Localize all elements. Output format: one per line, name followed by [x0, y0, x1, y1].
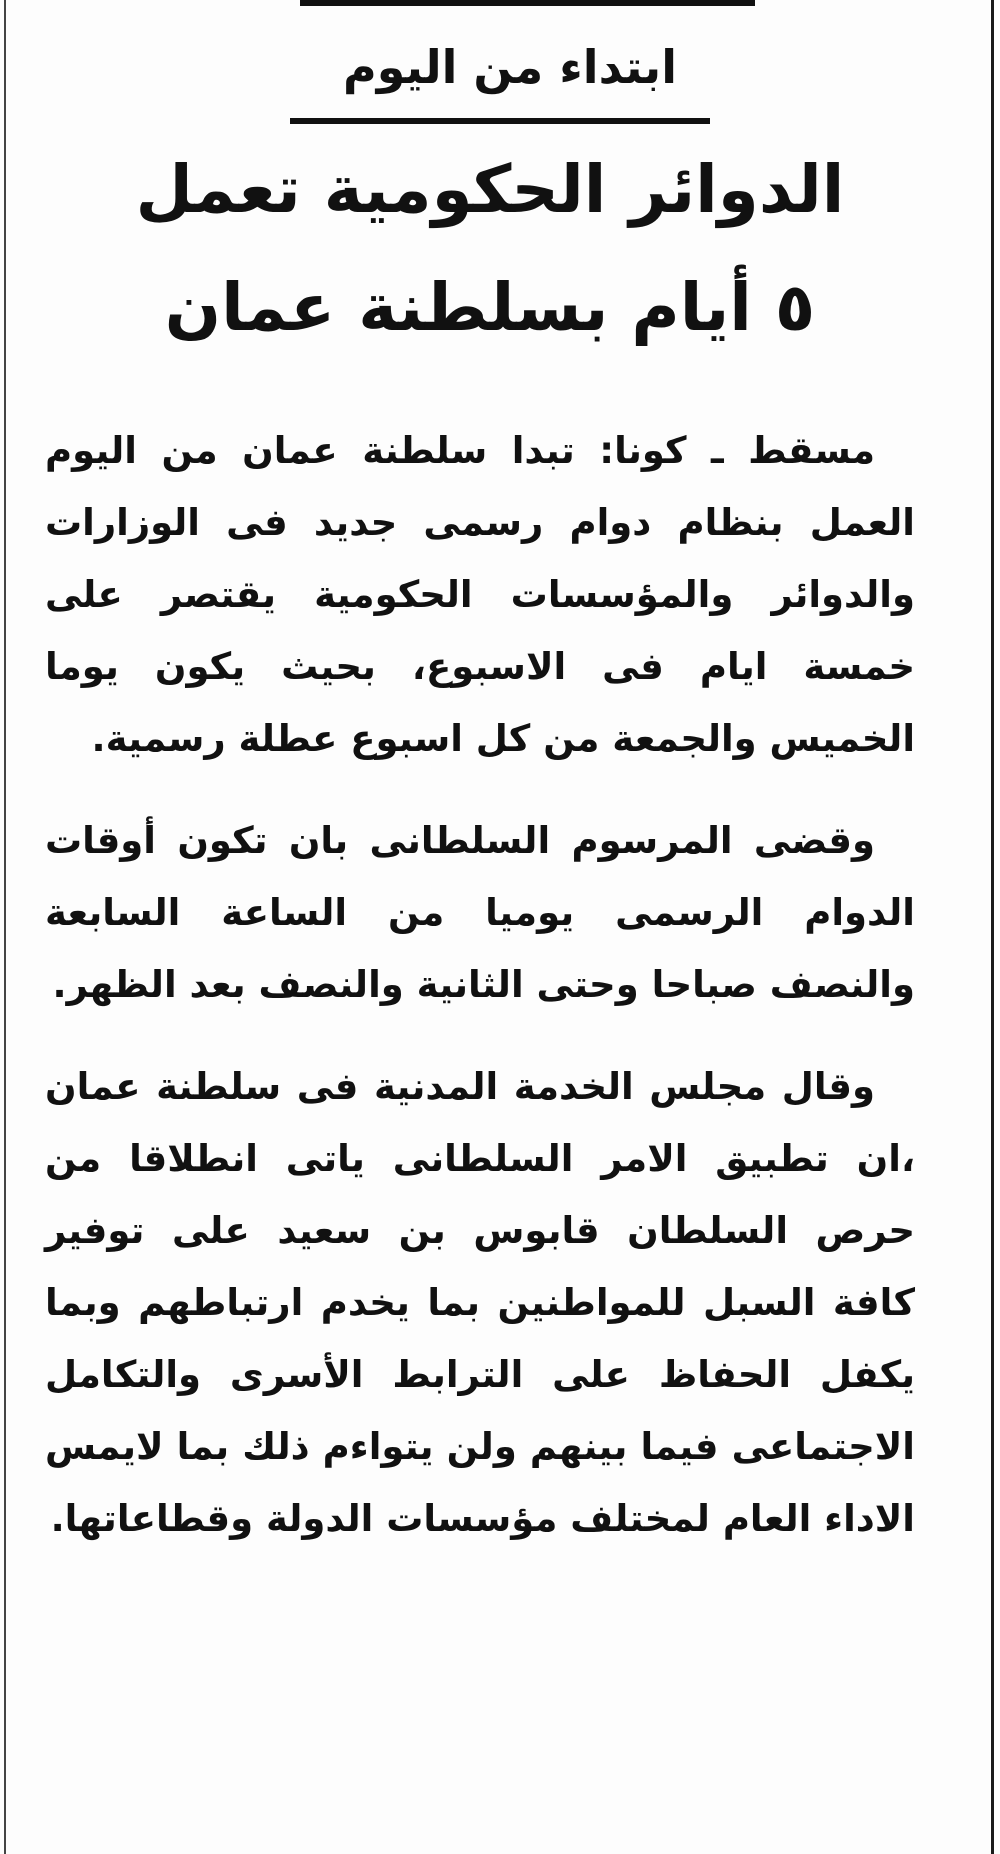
article-body — [45, 415, 915, 1585]
kicker-underline — [290, 118, 710, 124]
headline-line-1: الدوائر الحكومية تعمل — [135, 151, 845, 228]
kicker-text: ابتداء من اليوم — [343, 40, 677, 94]
article-paragraph-1: مسقط ـ كونا: تبدا سلطنة عمان من اليوم العمل بنظام دوام رسمى جديد فى الوزارات والدوائر والمؤسسات الحكومية يقتصر على خمسة ايام فى الاسبوع، بحيث يكون يوما الخميس والجمعة من كل اسبوع عطلة رسمية. — [45, 429, 915, 760]
article-paragraph-2: وقضى المرسوم السلطانى بان تكون أوقات الدوام الرسمى يوميا من الساعة السابعة والنصف صباحا وحتى الثانية والنصف بعد الظهر. — [45, 819, 915, 1006]
top-rule — [300, 0, 755, 6]
headline-line-2: ٥ أيام بسلطنة عمان — [164, 269, 816, 346]
column-right-border — [991, 0, 994, 1854]
column-left-border — [4, 0, 6, 1854]
article-paragraph-3: وقال مجلس الخدمة المدنية فى سلطنة عمان ،ان تطبيق الامر السلطانى ياتى انطلاقا من حرص السلطان قابوس بن سعيد على توفير كافة السبل للمواطنين بما يخدم ارتباطهم وبما يكفل الحفاظ على الترابط الأسرى والتكامل الاجتماعى فيما بينهم ولن يتواءم ذلك بما لايمس الاداء العام لمختلف مؤسسات الدولة وقطاعاتها. — [45, 1065, 915, 1540]
